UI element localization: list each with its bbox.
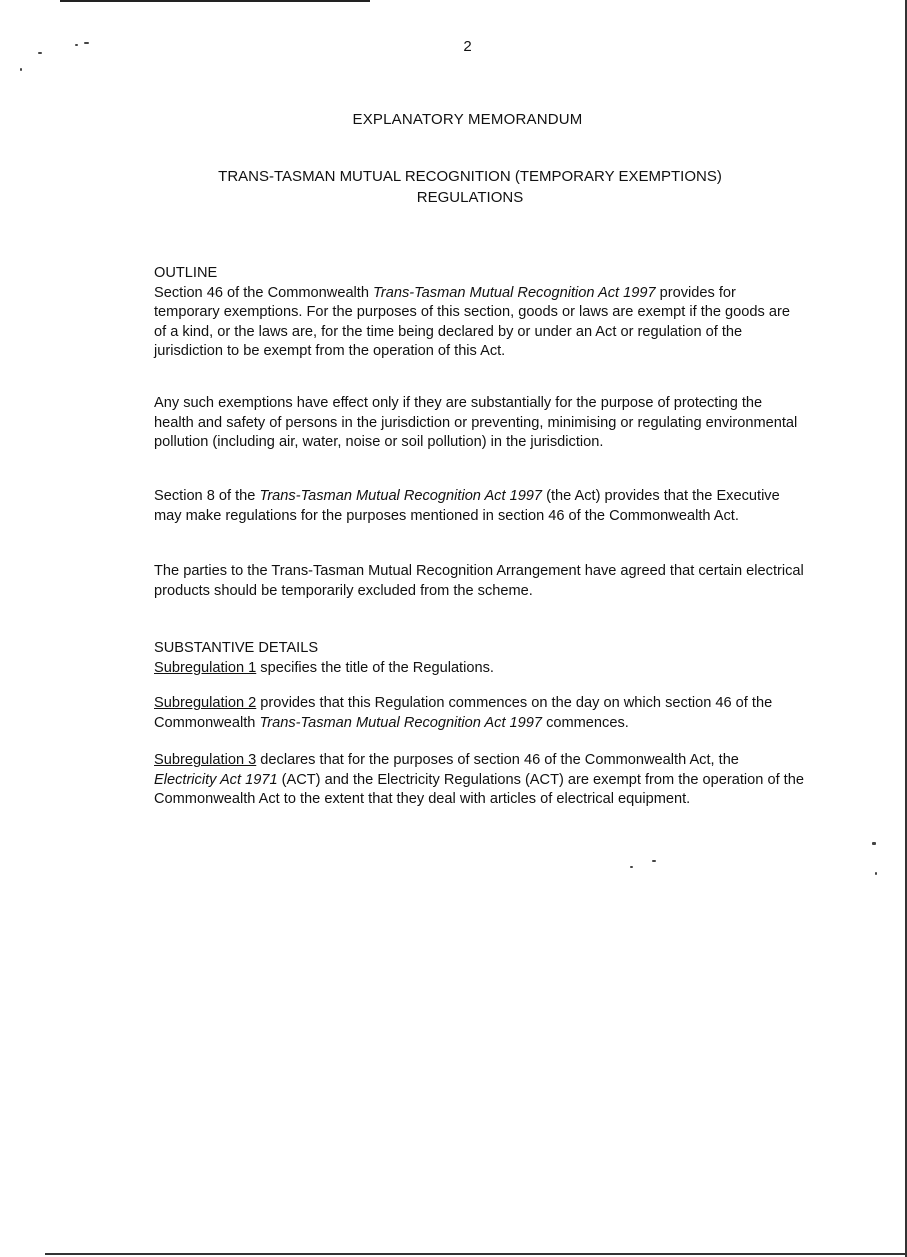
page-number: 2 bbox=[463, 38, 472, 55]
regulations-title bbox=[130, 166, 810, 208]
scan-speck bbox=[630, 866, 633, 868]
outline-section bbox=[154, 264, 804, 362]
scan-edge-bottom bbox=[45, 1253, 907, 1255]
scan-edge-top bbox=[60, 0, 370, 2]
details-heading: SUBSTANTIVE DETAILS bbox=[154, 640, 319, 656]
outline-paragraph-2: Any such exemptions have effect only if they are substantially for the purpose of protecting the health and safety of persons in the jurisdiction or preventing, minimising or regulating environmental pollution (including air, water, noise or soil pollution) in the jurisdiction. bbox=[154, 395, 798, 451]
scan-speck bbox=[872, 842, 876, 845]
outline-paragraph-3: Section 8 of the Trans-Tasman Mutual Recognition Act 1997 (the Act) provides that the Executive may make regulations for the purposes mentioned in section 46 of the Commonwealth Act. bbox=[154, 488, 780, 524]
subregulation-2: Subregulation 2 provides that this Regulation commences on the day on which section 46 of the Commonwealth Trans-Tasman Mutual Recognition Act 1997 commences. bbox=[154, 695, 773, 731]
scan-speck bbox=[20, 68, 22, 71]
subregulation-3-label: Subregulation 3 bbox=[154, 752, 257, 768]
act-title: Trans-Tasman Mutual Recognition Act 1997 bbox=[259, 714, 543, 731]
act-title: Trans-Tasman Mutual Recognition Act 1997 bbox=[373, 284, 656, 301]
subregulation-2-label: Subregulation 2 bbox=[154, 695, 257, 711]
details-section bbox=[154, 639, 804, 678]
scan-speck bbox=[875, 872, 877, 875]
scan-speck bbox=[652, 860, 656, 862]
memo-title: EXPLANATORY MEMORANDUM bbox=[352, 111, 583, 128]
outline-paragraph-4: The parties to the Trans-Tasman Mutual Recognition Arrangement have agreed that certain electrical products should be temporarily excluded from the scheme. bbox=[154, 563, 804, 599]
subregulation-1: Subregulation 1 specifies the title of the Regulations. bbox=[154, 659, 494, 676]
act-title: Electricity Act 1971 bbox=[154, 771, 278, 788]
regulations-title-line2: REGULATIONS bbox=[416, 189, 524, 206]
outline-heading: OUTLINE bbox=[154, 265, 218, 281]
subregulation-3: Subregulation 3 declares that for the purposes of section 46 of the Commonwealth Act, the Electricity Act 1971 (ACT) and the Electricity Regulations (ACT) are exempt from the operation of the Commonwealth Act to the extent that they deal with articles of electrical equipment. bbox=[154, 752, 804, 808]
act-title: Trans-Tasman Mutual Recognition Act 1997 bbox=[259, 488, 543, 504]
subregulation-1-label: Subregulation 1 bbox=[154, 659, 257, 676]
regulations-title-line1: TRANS-TASMAN MUTUAL RECOGNITION (TEMPORARY EXEMPTIONS) bbox=[218, 168, 722, 185]
outline-paragraph-1: Section 46 of the Commonwealth Trans-Tasman Mutual Recognition Act 1997 provides for temporary exemptions. For the purposes of this section, goods or laws are exempt if the goods are of a kind, or the laws are, for the time being declared by or under an Act or regulation of the jurisdiction to be exempt from the operation of this Act. bbox=[154, 284, 790, 360]
